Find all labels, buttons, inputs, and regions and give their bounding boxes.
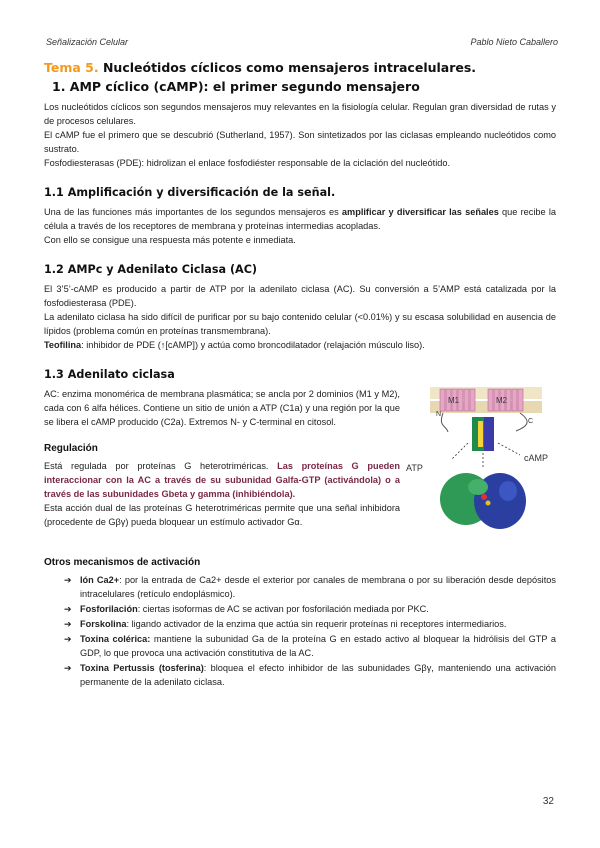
others-heading: Otros mecanismos de activación (44, 557, 201, 568)
list-item: ➔ Fosforilación: ciertas isoformas de AC se activan por fosforilación mediada por PKC. (64, 604, 429, 614)
camp-label: cAMP (524, 453, 549, 463)
s13-heading: 1.3 Adenilato ciclasa (44, 368, 175, 381)
arrow-right-icon: ➔ (64, 619, 72, 629)
n-label: N (436, 411, 442, 418)
adenylate-cyclase-figure (408, 387, 556, 539)
arrow-left (452, 443, 468, 459)
c-label: C (528, 418, 534, 425)
atp-label: ATP (406, 463, 423, 473)
arrow-right-icon: ➔ (64, 634, 72, 644)
c2a-domain (484, 417, 494, 451)
section1-p3: Fosfodiesterasas (PDE): hidrolizan el enlace fosfodiéster responsable de la ciclación del nucleótido. (44, 158, 451, 168)
arrow-right (498, 443, 520, 455)
list-item: ➔ Toxina Pertussis (tosferina): bloquea el efecto inhibidor de las subunidades Gβγ, manteniendo una activación permanente de la adenilato ciclasa. (64, 663, 556, 687)
section1-p1: Los nucleótidos cíclicos son segundos mensajeros muy relevantes en la fisiología celular. Regulan gran diversidad de rutas y de procesos celulares. (44, 102, 556, 126)
page-content (44, 60, 556, 690)
s12-p3: Teofilina: inhibidor de PDE (↑[cAMP]) y actúa como broncodilatador (relajación músculo liso). (44, 340, 425, 350)
s11-p1: Una de las funciones más importantes de los segundos mensajeros es amplificar y diversificar las señales que recibe la célula a través de los receptores de membrana y proteínas intermedias acopladas. (44, 207, 556, 231)
c-terminal-line (516, 413, 527, 431)
atp-site (478, 421, 483, 447)
page-number: 32 (542, 796, 554, 807)
s12-p2: La adenilato ciclasa ha sido difícil de purificar por su bajo contenido celular (<0.01%) y su escasa solubilidad en ausencia de lípidos (problema común en proteínas transmembrana). (44, 312, 556, 336)
list-item: ➔ Ión Ca2+: por la entrada de Ca2+ desde el exterior por canales de membrana o por su liberación desde depósitos intracelulares (retículo endoplásmico). (64, 575, 556, 599)
s12-p1: El 3’5’-cAMP es producido a partir de ATP por la adenilato ciclasa (AC). Su conversión a 5’AMP está catalizada por la fosfodiesterasa (PDE). (44, 284, 556, 308)
mechanisms-list (44, 573, 556, 689)
s11-heading: 1.1 Amplificación y diversificación de la señal. (44, 186, 336, 199)
header-left: Señalización Celular (46, 37, 129, 47)
page-title (44, 60, 556, 75)
section1-p2: El cAMP fue el primero que se descubrió (Sutherland, 1957). Son sintetizados por las ciclasas empleando nucleótidos como sustrato. (44, 130, 556, 154)
arrow-right-icon: ➔ (64, 604, 72, 614)
arrow-right-icon: ➔ (64, 575, 72, 585)
regulation-heading: Regulación (44, 443, 98, 454)
n-terminal-line (441, 413, 448, 432)
title-text: Nucleótidos cíclicos como mensajeros intracelulares. (98, 60, 477, 75)
regulation-p2: Esta acción dual de las proteínas G heterotriméricas permite que una señal inhibidora (procedente de Gβγ) pueda bloquear un estímulo activador Gα. (44, 503, 400, 527)
s12-heading: 1.2 AMPc y Adenilato Ciclasa (AC) (44, 263, 258, 276)
m1-label: M1 (448, 396, 460, 405)
section1-heading: 1. AMP cíclico (cAMP): el primer segundo mensajero (52, 79, 420, 94)
list-item: ➔ Toxina colérica: mantiene la subunidad Ga de la proteína G en estado activo al bloquear la hidrólisis del GTP a GDP, lo que provoca una activación constitutiva de la AC. (64, 634, 556, 658)
header-right: Pablo Nieto Caballero (470, 37, 558, 47)
ac-diagram (408, 387, 556, 539)
s11-p2: Con ello se consigue una respuesta más potente e inmediata. (44, 235, 296, 245)
arrow-right-icon: ➔ (64, 663, 72, 673)
title-tag: Tema 5. (44, 60, 99, 75)
protein-structure (440, 473, 526, 529)
s13-p1: AC: enzima monomérica de membrana plasmática; se ancla por 2 dominios (M1 y M2), cada con 6 alfa hélices. Contiene un sitio de unión a ATP (C1a) y una región por la que se libera el cAMP producido (C2a). Extremos N- y C-terminal en citosol. (44, 389, 400, 427)
list-item: ➔ Forskolina: ligando activador de la enzima que actúa sin requerir proteínas ni receptores intermediarios. (64, 619, 507, 629)
regulation-p1: Está regulada por proteínas G heterotriméricas. Las proteínas G pueden interaccionar con la AC a través de su subunidad Galfa-GTP (activándola) o a través de las subunidades Gbeta y gamma (inhibiéndola). (44, 461, 401, 499)
m2-label: M2 (496, 396, 508, 405)
